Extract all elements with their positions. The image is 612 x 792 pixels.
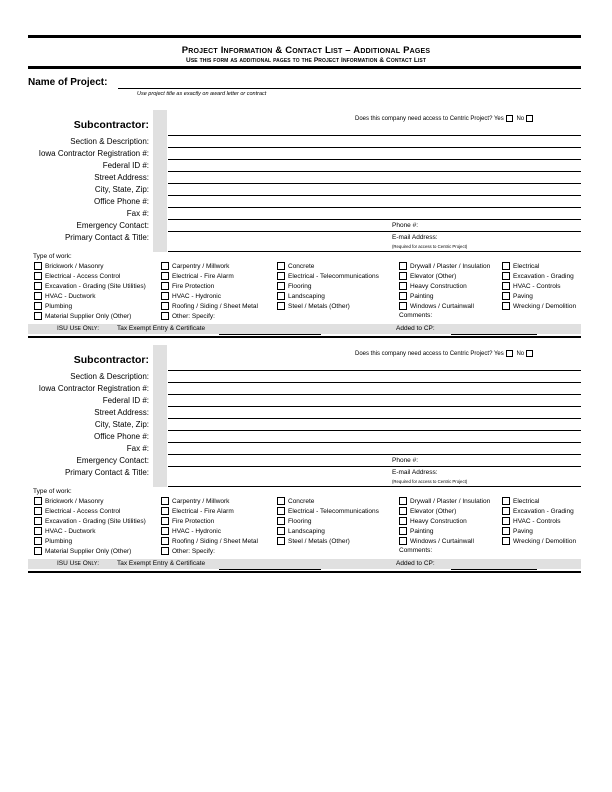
checkbox[interactable] [502,507,510,515]
work-electrical-telecom[interactable]: Electrical - Telecommunications [277,272,379,280]
work-other-specify[interactable]: Other: Specify: [161,312,215,320]
email-note: (Required for access to Centric Project) [392,479,468,484]
checkbox[interactable] [34,292,42,300]
checkbox[interactable] [502,302,510,310]
yes-label: Yes [493,351,504,358]
work-electrical[interactable]: Electrical [502,262,539,270]
tax-exempt-input[interactable] [219,334,321,335]
work-windows[interactable]: Windows / Curtainwall [399,302,474,310]
checkbox[interactable] [277,262,285,270]
work-material-supplier[interactable]: Material Supplier Only (Other) [34,547,131,555]
work-drywall[interactable]: Drywall / Plaster / Insulation [399,262,490,270]
checkbox[interactable] [502,282,510,290]
checkbox[interactable] [502,527,510,535]
work-drywall[interactable]: Drywall / Plaster / Insulation [399,497,490,505]
subcontractor-label: Subcontractor: [73,354,149,366]
checkbox[interactable] [277,272,285,280]
work-excavation-grading[interactable]: Excavation - Grading [502,272,574,280]
primary-contact-input[interactable] [168,486,581,487]
tax-exempt-label: Tax Exempt Entry & Certificate [117,560,206,567]
work-electrical[interactable]: Electrical [502,497,539,505]
work-wrecking[interactable]: Wrecking / Demolition [502,537,576,545]
work-painting[interactable]: Painting [399,527,434,535]
field-label-fax: Fax #: [126,444,149,453]
work-carpentry[interactable]: Carpentry / Millwork [161,497,229,505]
work-heavy-construction[interactable]: Heavy Construction [399,282,467,290]
project-name-hint: Use project title as exactly on award letter or contract [137,91,267,97]
work-carpentry[interactable]: Carpentry / Millwork [161,262,229,270]
comments-label: Comments: [399,312,433,319]
work-electrical-access[interactable]: Electrical - Access Control [34,507,121,515]
no-label: No [516,116,525,123]
checkbox[interactable] [161,547,169,555]
field-label-registration: Iowa Contractor Registration #: [38,149,149,158]
work-electrical-telecom[interactable]: Electrical - Telecommunications [277,507,379,515]
field-label-city: City, State, Zip: [94,420,149,429]
section-2-bottom-rule [28,571,581,573]
checkbox[interactable] [502,262,510,270]
isu-use-only-bar [28,559,581,569]
fax-input[interactable] [168,442,581,443]
checkbox[interactable] [399,292,407,300]
checkbox[interactable] [161,292,169,300]
gray-bar [153,110,167,252]
field-label-street: Street Address: [94,408,149,417]
work-windows[interactable]: Windows / Curtainwall [399,537,474,545]
tax-exempt-label: Tax Exempt Entry & Certificate [117,325,206,332]
no-checkbox[interactable] [526,115,533,122]
header-bottom-rule [28,66,581,69]
work-brickwork[interactable]: Brickwork / Masonry [34,262,104,270]
checkbox[interactable] [34,282,42,290]
office-phone-input[interactable] [168,430,581,431]
work-hvac-ductwork[interactable]: HVAC - Ductwork [34,527,95,535]
work-fire-protection[interactable]: Fire Protection [161,517,214,525]
checkbox[interactable] [161,312,169,320]
access-question-text: Does this company need access to Centric Project? [355,351,493,358]
checkbox[interactable] [34,547,42,555]
email-label: E-mail Address: [392,469,438,476]
work-concrete[interactable]: Concrete [277,262,314,270]
isu-use-only-bar [28,324,581,334]
work-landscaping[interactable]: Landscaping [277,292,325,300]
work-elevator[interactable]: Elevator (Other) [399,507,456,515]
checkbox[interactable] [277,282,285,290]
access-question [355,115,535,122]
work-hvac-controls[interactable]: HVAC - Controls [502,282,561,290]
work-excavation-grading[interactable]: Excavation - Grading [502,507,574,515]
field-label-primary-contact: Primary Contact & Title: [64,233,149,242]
page-subtitle: Use this form as additional pages to the Project Information & Contact List [186,57,426,64]
comments-label: Comments: [399,547,433,554]
checkbox[interactable] [34,302,42,310]
field-label-city: City, State, Zip: [94,185,149,194]
checkbox[interactable] [34,537,42,545]
work-heavy-construction[interactable]: Heavy Construction [399,517,467,525]
checkbox[interactable] [34,527,42,535]
field-label-section: Section & Description: [70,137,149,146]
checkbox[interactable] [399,262,407,270]
work-hvac-hydronic[interactable]: HVAC - Hydronic [161,292,221,300]
checkbox[interactable] [277,497,285,505]
work-plumbing[interactable]: Plumbing [34,537,72,545]
added-to-cp-input[interactable] [451,569,537,570]
yes-label: Yes [493,116,504,123]
work-concrete[interactable]: Concrete [277,497,314,505]
checkbox[interactable] [399,527,407,535]
work-paving[interactable]: Paving [502,527,533,535]
checkbox[interactable] [161,507,169,515]
fax-input[interactable] [168,207,581,208]
checkbox[interactable] [399,302,407,310]
access-question-text: Does this company need access to Centric Project? [355,116,493,123]
checkbox[interactable] [502,517,510,525]
work-electrical-fire-alarm[interactable]: Electrical - Fire Alarm [161,272,234,280]
checkbox[interactable] [34,497,42,505]
checkbox[interactable] [34,262,42,270]
checkbox[interactable] [161,537,169,545]
work-excavation-site[interactable]: Excavation - Grading (Site Utilities) [34,282,146,290]
work-elevator[interactable]: Elevator (Other) [399,272,456,280]
emergency-contact-input[interactable] [168,466,581,467]
work-material-supplier[interactable]: Material Supplier Only (Other) [34,312,131,320]
checkbox[interactable] [277,527,285,535]
work-flooring[interactable]: Flooring [277,282,311,290]
work-fire-protection[interactable]: Fire Protection [161,282,214,290]
field-label-office-phone: Office Phone #: [94,197,149,206]
checkbox[interactable] [277,517,285,525]
work-wrecking[interactable]: Wrecking / Demolition [502,302,576,310]
phone-label: Phone #: [392,457,419,464]
work-electrical-access[interactable]: Electrical - Access Control [34,272,121,280]
work-plumbing[interactable]: Plumbing [34,302,72,310]
isu-use-only-label: ISU Use Only: [57,325,100,332]
yes-checkbox[interactable] [506,115,513,122]
subcontractor-label: Subcontractor: [73,119,149,131]
checkbox[interactable] [399,517,407,525]
field-label-emergency: Emergency Contact: [76,221,149,230]
project-name-label: Name of Project: [28,77,108,88]
field-label-section: Section & Description: [70,372,149,381]
fax-bottom-line [168,454,581,455]
work-hvac-controls[interactable]: HVAC - Controls [502,517,561,525]
street-address-input[interactable] [168,171,581,172]
work-paving[interactable]: Paving [502,292,533,300]
work-hvac-ductwork[interactable]: HVAC - Ductwork [34,292,95,300]
checkbox[interactable] [34,312,42,320]
type-of-work-label: Type of work: [33,488,72,495]
checkbox[interactable] [161,282,169,290]
checkbox[interactable] [399,272,407,280]
emergency-contact-input[interactable] [168,231,581,232]
type-of-work-label: Type of work: [33,253,72,260]
checkbox[interactable] [502,497,510,505]
work-other-specify[interactable]: Other: Specify: [161,547,215,555]
tax-exempt-input[interactable] [219,569,321,570]
checkbox[interactable] [277,302,285,310]
checkbox[interactable] [161,272,169,280]
checkbox[interactable] [34,507,42,515]
checkbox[interactable] [502,537,510,545]
checkbox[interactable] [34,517,42,525]
work-roofing[interactable]: Roofing / Siding / Sheet Metal [161,537,258,545]
field-label-office-phone: Office Phone #: [94,432,149,441]
yes-checkbox[interactable] [506,350,513,357]
federal-id-input[interactable] [168,394,581,395]
city-state-zip-input[interactable] [168,418,581,419]
phone-label: Phone #: [392,222,419,229]
work-landscaping[interactable]: Landscaping [277,527,325,535]
work-roofing[interactable]: Roofing / Siding / Sheet Metal [161,302,258,310]
registration-input[interactable] [168,147,581,148]
street-address-input[interactable] [168,406,581,407]
no-label: No [516,351,525,358]
city-state-zip-input[interactable] [168,183,581,184]
field-label-primary-contact: Primary Contact & Title: [64,468,149,477]
work-painting[interactable]: Painting [399,292,434,300]
primary-contact-input[interactable] [168,251,581,252]
field-label-federal-id: Federal ID #: [102,396,149,405]
checkbox[interactable] [502,292,510,300]
checkbox[interactable] [161,527,169,535]
work-hvac-hydronic[interactable]: HVAC - Hydronic [161,527,221,535]
page-title: Project Information & Contact List – Additional Pages [181,45,431,56]
checkbox[interactable] [161,517,169,525]
work-brickwork[interactable]: Brickwork / Masonry [34,497,104,505]
checkbox[interactable] [399,282,407,290]
gray-bar [153,345,167,487]
added-to-cp-label: Added to CP: [396,325,435,332]
field-label-federal-id: Federal ID #: [102,161,149,170]
work-steel-metals[interactable]: Steel / Metals (Other) [277,537,350,545]
email-note: (Required for access to Centric Project) [392,244,468,249]
field-label-fax: Fax #: [126,209,149,218]
checkbox[interactable] [399,507,407,515]
checkbox[interactable] [502,272,510,280]
access-question [355,350,535,357]
no-checkbox[interactable] [526,350,533,357]
checkbox[interactable] [277,507,285,515]
checkbox[interactable] [277,537,285,545]
section-description-input[interactable] [168,135,581,136]
field-label-emergency: Emergency Contact: [76,456,149,465]
checkbox[interactable] [399,497,407,505]
field-label-registration: Iowa Contractor Registration #: [38,384,149,393]
email-label: E-mail Address: [392,234,438,241]
section-description-input[interactable] [168,370,581,371]
field-label-street: Street Address: [94,173,149,182]
work-steel-metals[interactable]: Steel / Metals (Other) [277,302,350,310]
added-to-cp-input[interactable] [451,334,537,335]
work-excavation-site[interactable]: Excavation - Grading (Site Utilities) [34,517,146,525]
checkbox[interactable] [161,262,169,270]
checkbox[interactable] [34,272,42,280]
isu-use-only-label: ISU Use Only: [57,560,100,567]
registration-input[interactable] [168,382,581,383]
checkbox[interactable] [161,302,169,310]
checkbox[interactable] [399,537,407,545]
federal-id-input[interactable] [168,159,581,160]
work-electrical-fire-alarm[interactable]: Electrical - Fire Alarm [161,507,234,515]
section-1-bottom-rule [28,336,581,338]
fax-bottom-line [168,219,581,220]
work-flooring[interactable]: Flooring [277,517,311,525]
added-to-cp-label: Added to CP: [396,560,435,567]
project-name-input[interactable] [118,88,581,89]
checkbox[interactable] [161,497,169,505]
office-phone-input[interactable] [168,195,581,196]
checkbox[interactable] [277,292,285,300]
top-rule [28,35,581,38]
